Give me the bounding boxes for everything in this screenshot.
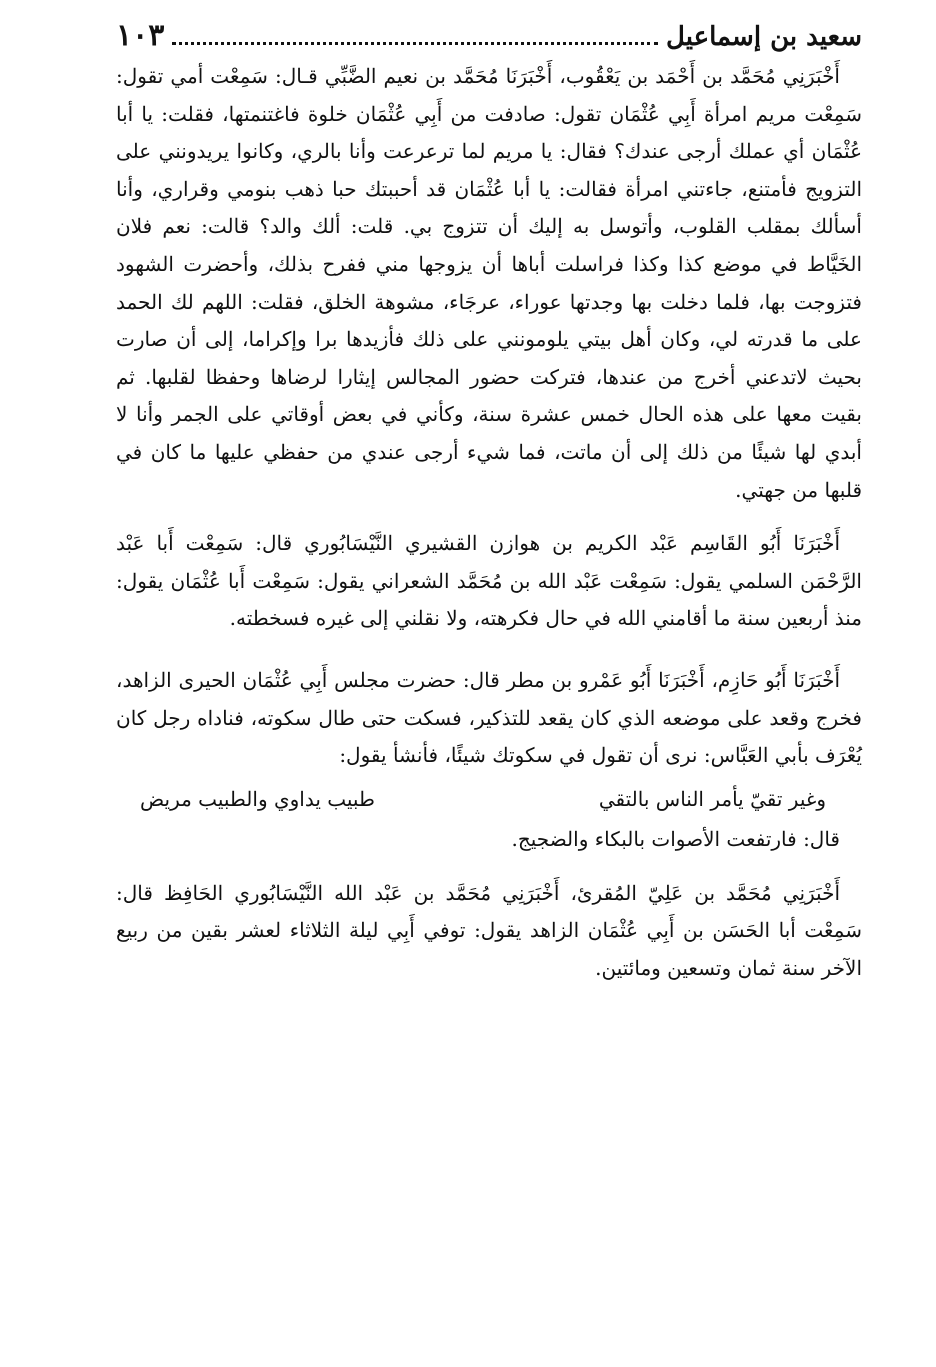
paragraph-forty-years: أَخْبَرَنَا أَبُو القَاسِم عَبْد الكريم بن هوازن القشيري النَّيْسَابُوري قال: سَمِعْت أَبا عَبْد الرَّحْمَن السلمي يقول: سَمِعْت عَبْد الله بن مُحَمَّد الشعراني يقول: سَمِعْت أَبا عُثْمَان يقول: منذ أربعين سنة ما أقامني الله في حال فكرهته، ولا نقلني إلى غيره فسخطته. [116, 531, 862, 631]
paragraph-majlis: أَخْبَرَنَا أَبُو حَازِم، أَخْبَرَنَا أَبُو عَمْرو بن مطر قال: حضرت مجلس أَبِي عُثْمَان الحيرى الزاهد، فخرج وقعد على موضعه الذي كان يقعد للتذكير، فسكت حتى طال سكوته، فناداه رجل كان يُعْرَف بأبي العَبَّاس: نرى أن تقول في سكوتك شيئًا، فأنشأ يقول: [116, 667, 862, 768]
verse-second-hemistich: طبيب يداوي والطبيب مريض [140, 786, 375, 811]
page-header [116, 18, 862, 58]
paragraph-death-date: أَخْبَرَنِي مُحَمَّد بن عَلِيّ المُقرئ، أَخْبَرَنِي مُحَمَّد بن عَبْد الله النَّيْسَابُوري الحَافِظ قال: سَمِعْت أبا الحَسَن بن أَبِي عُثْمَان الزاهد يقول: توفي أَبِي ليلة الثلاثاء لعشر بقين من ربيع الآخر سنة ثمان وتسعين ومائتين. [116, 880, 862, 980]
after-verse-line: قال: فارتفعت الأصوات بالبكاء والضجيج. [511, 826, 840, 851]
dotted-leader [172, 42, 658, 45]
page-number: ١٠٣ [116, 18, 165, 53]
running-title: سعيد بن إسماعيل [666, 22, 862, 52]
poetry-verse [116, 779, 862, 819]
paragraph-mariam-story: أَخْبَرَنِي مُحَمَّد بن أَحْمَد بن يَعْقُوب، أَخْبَرَنَا مُحَمَّد بن نعيم الضَّبِّي قـال: سَمِعْت أمي تقول: سَمِعْت مريم امرأة أَبِي عُثْمَان تقول: صادفت من أَبِي عُثْمَان خلوة فاغتنمتها، فقلت: يا أبا عُثْمَان أي عملك أرجى عندك؟ فقال: يا مريم لما ترعرعت وأنا بالري، وكانوا يريدونني على التزويج فأمتنع، جاءتني امرأة فقالت: يا أبا عُثْمَان قد أحببتك حبا ذهب بنومي وقراري، وأنا أسألك بمقلب القلوب، وأتوسل به إليك أن تتزوج بي. قلت: ألك والد؟ قالت: نعم فلان الخَيَّاط في موضع كذا وكذا فراسلت أباها أن يزوجها مني ففرح بذلك، وأحضرت الشهود فتزوجت بها، فلما دخلت بها وجدتها عوراء، عرجَاء، مشوهة الخلق، فقلت: اللهم لك الحمد على ما قدرته لي، وكان أهل بيتي يلومونني على ذلك فأزيدها برا وإكراما، إلى أن صارت بحيث لاتدعني أخرج من عندها، فتركت حضور المجالس إيثارا لرضاها وحفظا لقلبها. ثم بقيت معها على هذه الحال خمس عشرة سنة، وكأني في بعض أوقاتي على الجمر وأنا لا أبدي لها شيئًا من ذلك إلى أن ماتت، فما شيء أرجى عندي من حفظي عليها ما كان في قلبها من جهتي. [116, 64, 862, 502]
book-page [116, 18, 862, 987]
verse-first-hemistich: وغير تقيّ يأمر الناس بالتقي [598, 786, 826, 811]
